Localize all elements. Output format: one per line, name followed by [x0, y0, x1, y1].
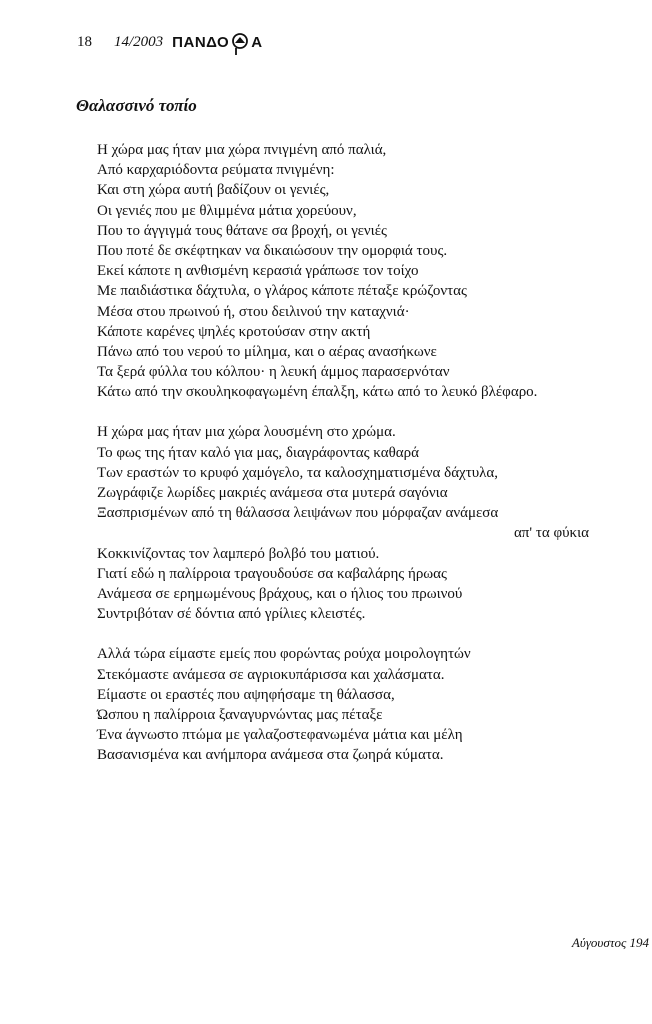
page-number: 18 — [77, 33, 92, 50]
poem-line: Η χώρα μας ήταν μια χώρα πνιγμένη από παλιά, — [97, 142, 387, 158]
poem-line: Συντριβόταν σέ δόντια από γρίλιες κλειστές. — [97, 606, 366, 623]
page-header — [77, 31, 263, 53]
issue-number: 14/2003 — [114, 33, 164, 50]
poem-line: Κάποτε καρένες ψηλές κροτούσαν στην ακτή — [97, 323, 371, 340]
poem-line: Αλλά τώρα είμαστε εμείς που φορώντας ρούχα μοιρολογητών — [97, 646, 471, 663]
poem-line: Μέσα στου πρωινού ή, στου δειλινού την καταχνιά· — [97, 303, 410, 320]
poem-signature: Αύγουστος 194 — [571, 935, 649, 950]
logo-text-left: ΠΑΝΔΟ — [172, 33, 230, 51]
magazine-logo — [172, 31, 262, 53]
poem-line: Που ποτέ δε σκέφτηκαν να δικαιώσουν την ομορφιά τους. — [97, 242, 448, 259]
poem-line: Η χώρα μας ήταν μια χώρα λουσμένη στο χρώμα. — [97, 424, 396, 441]
poem-line: Των εραστών το κρυφό χαμόγελο, τα καλοσχηματισμένα δάχτυλα, — [97, 464, 499, 481]
poem-line: Ζωγράφιζε λωρίδες μακριές ανάμεσα στα μυτερά σαγόνια — [97, 485, 448, 501]
logo-text-right: Α — [251, 33, 263, 51]
poem-line: Που το άγγιγμά τους θάτανε σα βροχή, οι γενιές — [97, 222, 387, 239]
poem-line: Στεκόμαστε ανάμεσα σε αγριοκυπάρισσα και χαλάσματα. — [97, 666, 445, 683]
poem-line: Γιατί εδώ η παλίρροια τραγουδούσε σα καβαλάρης ήρωας — [97, 565, 447, 582]
poem-line: Το φως της ήταν καλό για μας, διαγράφοντας καθαρά — [97, 444, 419, 461]
poem-line-continuation: απ' τα φύκια — [513, 525, 589, 542]
poem-line: Πάνω από του νερού το μίλημα, και ο αέρας ανασήκωνε — [97, 343, 437, 360]
poem-line: Ώσπου η παλίρροια ξαναγυρνώντας μας πέταξε — [97, 706, 383, 723]
poem-line: Εκεί κάποτε η ανθισμένη κερασιά γράπωσε τον τοίχο — [97, 263, 419, 280]
logo-emblem-icon — [230, 33, 250, 55]
stanza-3 — [97, 644, 649, 765]
stanza-2 — [97, 422, 649, 624]
poem-line: Ένα άγνωστο πτώμα με γαλαζοστεφανωμένα μάτια και μέλη — [97, 727, 463, 744]
poem-line: Με παιδιάστικα δάχτυλα, ο γλάρος κάποτε πέταξε κρώζοντας — [97, 283, 467, 300]
poem-line: Οι γενιές που με θλιμμένα μάτια χορεύουν, — [97, 202, 357, 219]
poem-line: Από καρχαριόδοντα ρεύματα πνιγμένη: — [97, 162, 335, 179]
poem-line: Είμαστε οι εραστές που αψηφήσαμε τη θάλασσα, — [97, 686, 395, 703]
poem-body — [97, 140, 649, 950]
poem-line: Κοκκινίζοντας τον λαμπερό βολβό του ματιού. — [97, 545, 380, 562]
poem-line: Ανάμεσα σε ερημωμένους βράχους, και ο ήλιος του πρωινού — [97, 585, 463, 602]
poem-line: Βασανισμένα και ανήμπορα ανάμεσα στα ζωηρά κύματα. — [97, 747, 444, 764]
poem-line: Κάτω από την σκουληκοφαγωμένη έπαλξη, κάτω από το λευκό βλέφαρο. — [97, 384, 538, 401]
poem-title: Θαλασσινό τοπίο — [76, 96, 197, 115]
poem-line: Τα ξερά φύλλα του κόλπου· η λευκή άμμος παρασερνόταν — [97, 364, 450, 381]
stanza-1 — [97, 140, 649, 402]
poem-line: Ξασπρισμένων από τη θάλασσα λειψάνων που μόρφαζαν ανάμεσα — [97, 505, 499, 522]
poem-line: Και στη χώρα αυτή βαδίζουν οι γενιές, — [97, 182, 330, 199]
